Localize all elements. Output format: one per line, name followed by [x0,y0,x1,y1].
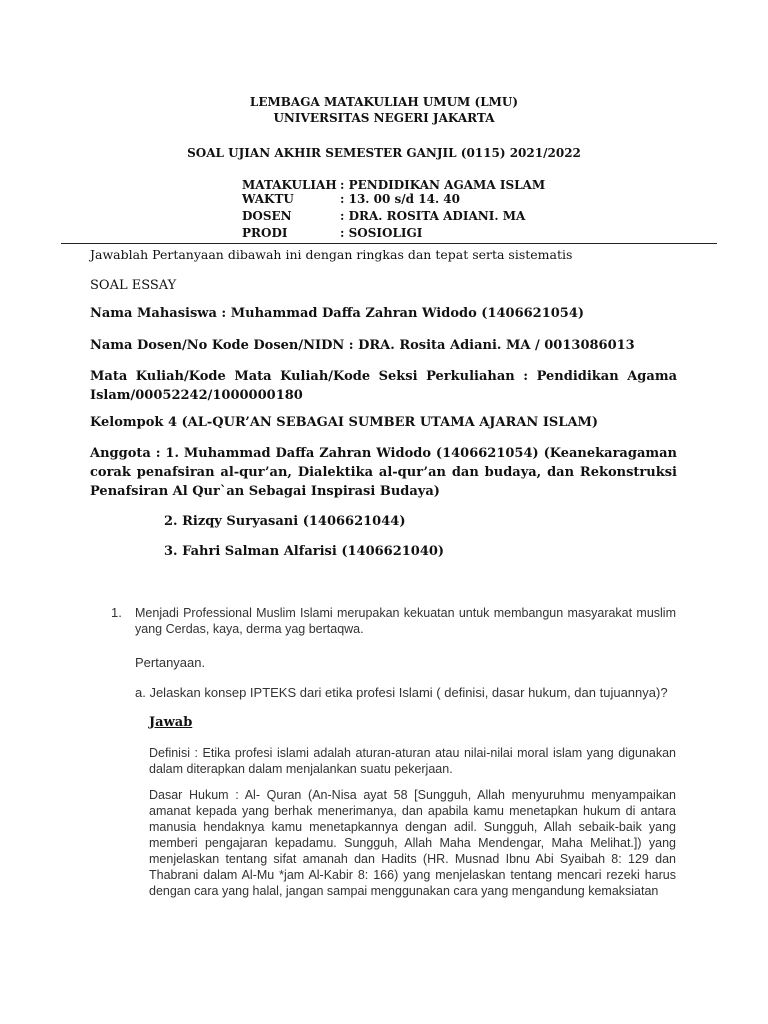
member-first: Anggota : 1. Muhammad Daffa Zahran Widodo (1406621054) (Keanekaragaman corak penafsiran al-qur’an, Dialektika al-qur’an dan budaya, dan Rekonstruksi Penafsiran Al Qur`an Sebagai Inspirasi Budaya) [90,446,677,499]
answer-legal-basis: Dasar Hukum : Al- Quran (An-Nisa ayat 58 [Sungguh, Allah menyuruhmu menyampaikan amanat kepada yang berhak menerimanya, dan apabila kamu menetapkan hukum di antara manusia hendaknya kamu menetapkannya dengan adil. Sungguh, Allah sebaik-baik yang memberi pengajaran kepadamu. Sungguh, Allah Maha Mendengar, Maha Melihat.]) yang menjelaskan tentang sifat amanah dan Hadits (HR. Musnad Ibnu Abi Syaibah 8: 129 dan Thabrani dalam Al-Mu *jam Al-Kabir 8: 166) yang menjelaskan tentang mencari rezeki harus dengan cara yang halal, jangan sampai menggunakan cara yang mengandung kemaksiatan [149,788,676,898]
info-key: PRODI [242,226,288,240]
info-value: : SOSIOLIGI [340,226,423,240]
answer-label: Jawab [149,715,193,730]
member-second: 2. Rizqy Suryasani (1406621044) [164,514,406,529]
sub-question-a: a. Jelaskan konsep IPTEKS dari etika profesi Islami ( definisi, dasar hukum, dan tujuannya)? [135,685,668,700]
question-text: Menjadi Professional Muslim Islami merupakan kekuatan untuk membangun masyarakat muslim yang Cerdas, kaya, derma yag bertaqwa. [135,606,676,636]
essay-label: SOAL ESSAY [90,278,177,293]
course-info: Mata Kuliah/Kode Mata Kuliah/Kode Seksi Perkuliahan : Pendidikan Agama Islam/00052242/1000000180 [90,369,677,403]
info-value: : PENDIDIKAN AGAMA ISLAM [340,178,546,192]
lecturer-info: Nama Dosen/No Kode Dosen/NIDN : DRA. Rosita Adiani. MA / 0013086013 [90,338,635,353]
answer-definition: Definisi : Etika profesi islami adalah aturan-aturan atau nilai-nilai moral islam yang digunakan dalam diterapkan dalam menjalankan suatu pekerjaan. [149,746,676,776]
student-name: Nama Mahasiswa : Muhammad Daffa Zahran Widodo (1406621054) [90,306,585,321]
info-key: MATAKULIAH [242,178,337,192]
institution-title: LEMBAGA MATAKULIAH UMUM (LMU) [249,95,519,109]
question-label: Pertanyaan. [135,655,206,670]
question-number: 1. [111,605,122,620]
exam-title: SOAL UJIAN AKHIR SEMESTER GANJIL (0115) 2021/2022 [187,146,581,160]
university-title: UNIVERSITAS NEGERI JAKARTA [273,111,495,125]
info-row-course [242,178,545,192]
group-title: Kelompok 4 (AL-QUR’AN SEBAGAI SUMBER UTAMA AJARAN ISLAM) [90,415,599,430]
info-row-program [242,226,422,240]
header-divider [61,243,717,244]
info-key: WAKTU [242,192,294,206]
info-row-lecturer [242,209,525,223]
info-value: : 13. 00 s/d 14. 40 [340,192,460,206]
info-key: DOSEN [242,209,292,223]
member-third: 3. Fahri Salman Alfarisi (1406621040) [164,544,445,559]
instruction-text: Jawablah Pertanyaan dibawah ini dengan ringkas dan tepat serta sistematis [90,247,573,262]
info-value: : DRA. ROSITA ADIANI. MA [340,209,526,223]
info-row-time [242,192,460,206]
